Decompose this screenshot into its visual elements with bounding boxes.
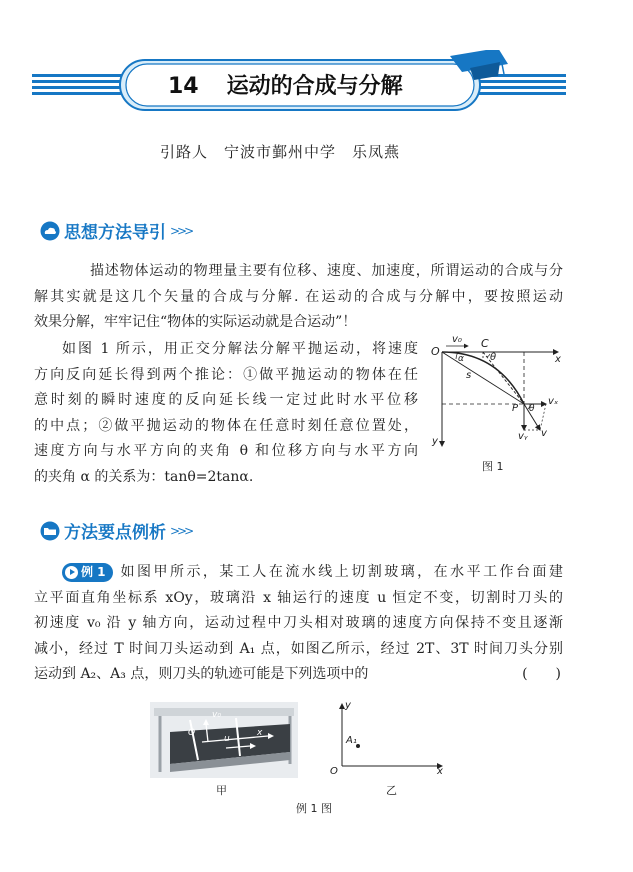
- photo-label-u: u: [224, 734, 230, 744]
- photo-label-v0: v₀: [212, 710, 221, 720]
- title-number: 14: [168, 74, 199, 99]
- label-s: s: [466, 370, 472, 381]
- graph-label-y: y: [345, 700, 351, 711]
- section-heading-2-text: 方法要点例析: [64, 523, 166, 543]
- example-line-5-text: 运动到 A₂、A₃ 点，则刀头的轨迹可能是下列选项中的: [34, 666, 369, 682]
- label-vy: vᵧ: [518, 431, 528, 442]
- graph-yi: [326, 700, 446, 780]
- title-text: 运动的合成与分解: [226, 74, 403, 99]
- example-1: [34, 560, 563, 688]
- p2-line: 方向反向延长得到两个推论：①做平抛运动的物体在任: [34, 366, 418, 383]
- cloud-bulb-icon: [40, 221, 60, 241]
- figure-1: [428, 336, 568, 476]
- coordinate-graph: [326, 700, 446, 780]
- example-line-1: 如图甲所示，某工人在流水线上切割玻璃，在水平工作台面建: [120, 564, 563, 580]
- example-line-2: 立平面直角坐标系 xOy，玻璃沿 x 轴运行的速度 u 恒定不变，切割时刀头的: [34, 589, 563, 606]
- caption-example-figure: 例 1 图: [296, 802, 332, 815]
- photo-label-x: x: [257, 728, 263, 738]
- label-vx: vₓ: [548, 396, 559, 407]
- example-line-5: [34, 662, 563, 688]
- p2-line: 意时刻的瞬时速度的反向延长线一定过此时水平位移: [34, 392, 418, 408]
- p2-line: 的夹角 α 的关系为：tanθ=2tanα.: [34, 468, 254, 485]
- label-y: y: [432, 436, 438, 447]
- folder-icon: [40, 521, 60, 541]
- graph-label-A1: A₁: [346, 735, 357, 746]
- label-theta-2: θ: [529, 404, 535, 414]
- label-x: x: [555, 354, 561, 365]
- label-C: C: [481, 337, 489, 350]
- graph-label-x: x: [437, 766, 443, 777]
- p1-line: 效果分解，牢牢记住“物体的实际运动就是合运动”！: [34, 314, 357, 330]
- caption-jia: 甲: [216, 784, 227, 797]
- page-title: [168, 69, 403, 100]
- double-chevron-icon: >>>: [170, 523, 192, 538]
- label-v0: v₀: [452, 334, 462, 345]
- label-O: O: [431, 345, 440, 358]
- example-line-4: 减小，经过 T 时间刀头运动到 A₁ 点，如图乙所示，经过 2T、3T 时间刀头分别: [34, 640, 563, 657]
- graph-label-O: O: [330, 766, 338, 777]
- displacement-line: [442, 352, 524, 404]
- answer-blank: ( ): [522, 666, 561, 682]
- section-heading-1-text: 思想方法导引: [64, 223, 166, 243]
- p1-line: 解其实就是这几个矢量的合成与分解. 在运动的合成与分解中，要按照运动: [34, 288, 563, 305]
- photo-label-O: O: [188, 728, 196, 738]
- example-line-3: 初速度 v₀ 沿 y 轴方向，运动过程中刀头相对玻璃的速度方向保持不变且逐渐: [34, 615, 563, 631]
- glass-cutter-photo: [150, 702, 298, 778]
- figure-1-caption: 图 1: [482, 460, 504, 473]
- label-v: v: [541, 428, 547, 439]
- paragraph-2: [34, 337, 418, 490]
- example-badge: [62, 563, 113, 582]
- example-line: [34, 560, 563, 586]
- label-P: P: [512, 403, 519, 414]
- paragraph-1: [34, 259, 563, 336]
- double-chevron-icon: >>>: [170, 223, 192, 238]
- play-icon: [65, 566, 78, 579]
- p2-line: 如图 1 所示，用正交分解法分解平抛运动，将速度: [62, 341, 418, 357]
- p2-line: 速度方向与水平方向的夹角 θ 和位移方向与水平方向: [34, 443, 418, 459]
- p1-line: 描述物体运动的物理量主要有位移、速度、加速度，所谓运动的合成与分: [90, 263, 563, 279]
- label-theta: θ: [490, 352, 497, 363]
- author-line: 引路人 宁波市鄞州中学 乐凤燕: [160, 143, 401, 161]
- caption-yi: 乙: [386, 784, 397, 797]
- projectile-diagram: [428, 336, 568, 456]
- example-badge-label: 例 1: [81, 565, 106, 579]
- p2-line: 的中点；②做平抛运动的物体在任意时刻任意位置处，: [34, 417, 418, 434]
- label-alpha: α: [458, 354, 464, 364]
- section-heading-1: [40, 218, 191, 243]
- section-heading-2: [40, 518, 191, 543]
